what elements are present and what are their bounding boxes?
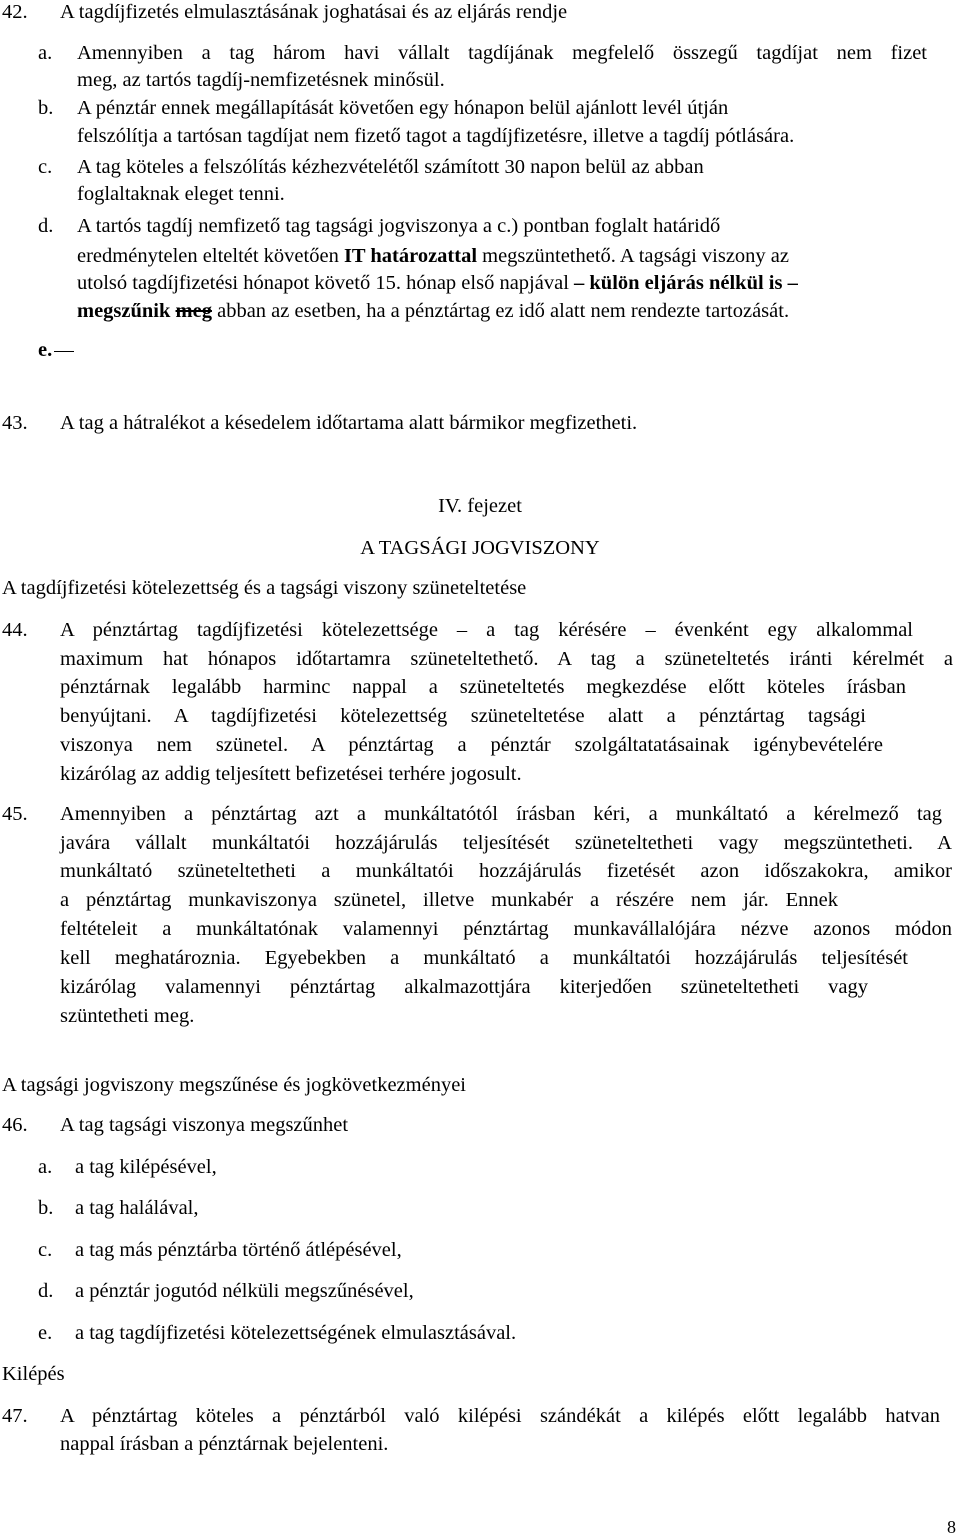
item-b-line2: felszólítja a tartósan tagdíjat nem fizető tagot a tagdíjfizetésre, illetve a tagdíj pótlására. (77, 125, 795, 147)
list-item-marker: d. (38, 1280, 54, 1302)
chapter-number: IV. fejezet (438, 495, 522, 517)
item-e-strike-line (54, 351, 74, 352)
section-45-line: Amennyiben a pénztártag azt a munkáltatótól írásban kéri, a munkáltató a kérelmező tag (60, 803, 942, 825)
section-43-number: 43. (2, 412, 28, 434)
section-44-line: kizárólag az addig teljesített befizetései terhére jogosult. (60, 763, 522, 785)
chapter-title: A TAGSÁGI JOGVISZONY (360, 537, 600, 559)
section-42-title: A tagdíjfizetés elmulasztásának joghatásai és az eljárás rendje (60, 1, 568, 23)
section-43-text: A tag a hátralékot a késedelem időtartama alatt bármikor megfizetheti. (60, 412, 638, 434)
list-item: a tag kilépésével, (75, 1156, 217, 1178)
item-c-line1: A tag köteles a felszólítás kézhezvételétől számított 30 napon belül az abban (77, 156, 704, 178)
section-44-line: viszonya nem szünetel. A pénztártag a pénztár szolgáltatatásainak igénybevételére (60, 734, 883, 756)
subheading-termination: A tagsági jogviszony megszűnése és jogkövetkezményei (2, 1074, 466, 1096)
item-d-line3: utolsó tagdíjfizetési hónapot követő 15. hónap első napjával – külön eljárás nélkül is – (77, 272, 798, 294)
section-44-line: A pénztártag tagdíjfizetési kötelezettsége – a tag kérésére – évenként egy alkalommal (60, 619, 913, 641)
section-45-number: 45. (2, 803, 28, 825)
page-number: 8 (947, 1517, 956, 1537)
section-44-line: pénztárnak legalább harminc nappal a szüneteltetés megkezdése előtt köteles írásban (60, 676, 906, 698)
section-47-number: 47. (2, 1405, 28, 1427)
list-item-marker: a. (38, 1156, 53, 1178)
item-c-marker: c. (38, 156, 53, 178)
item-b-line1: A pénztár ennek megállapítását követően egy hónapon belül ajánlott levél útján (77, 97, 729, 119)
section-44-number: 44. (2, 619, 28, 641)
list-item: a tag tagdíjfizetési kötelezettségének elmulasztásával. (75, 1322, 517, 1344)
item-d-line2: eredménytelen elteltét követően IT határozattal megszüntethető. A tagsági viszony az (77, 245, 790, 267)
list-item: a pénztár jogutód nélküli megszűnésével, (75, 1280, 414, 1302)
section-45-line: szüntetheti meg. (60, 1005, 195, 1027)
item-d-line4: megszűnik meg abban az esetben, ha a pénztártag ez idő alatt nem rendezte tartozását. (77, 300, 790, 322)
section-45-line: munkáltató szüneteltetheti a munkáltatói hozzájárulás fizetését azon időszakokra, amikor (60, 860, 952, 882)
list-item-marker: c. (38, 1239, 53, 1261)
item-a-line1: Amennyiben a tag három havi vállalt tagdíjának megfelelő összegű tagdíjat nem fizet (77, 42, 927, 64)
section-46-text: A tag tagsági viszonya megszűnhet (60, 1114, 349, 1136)
list-item: a tag halálával, (75, 1197, 199, 1219)
section-45-line: kell meghatároznia. Egyebekben a munkáltató a munkáltatói hozzájárulás teljesítését (60, 947, 908, 969)
item-b-marker: b. (38, 97, 54, 119)
section-46-number: 46. (2, 1114, 28, 1136)
item-c-line2: foglaltaknak eleget tenni. (77, 183, 285, 205)
item-a-line2: meg, az tartós tagdíj-nemfizetésnek minősül. (77, 69, 445, 91)
subheading-exit: Kilépés (2, 1363, 65, 1385)
item-d-marker: d. (38, 215, 54, 237)
section-42-number: 42. (2, 1, 28, 23)
item-e-marker: e. (38, 338, 74, 362)
section-44-line: benyújtani. A tagdíjfizetési kötelezettség szüneteltetése alatt a pénztártag tagsági (60, 705, 866, 727)
section-45-line: a pénztártag munkaviszonya szünetel, illetve munkabér a részére nem jár. Ennek (60, 889, 838, 911)
item-a-marker: a. (38, 42, 53, 64)
section-47-line2: nappal írásban a pénztárnak bejelenteni. (60, 1433, 389, 1455)
list-item-marker: b. (38, 1197, 54, 1219)
item-d-line1: A tartós tagdíj nemfizető tag tagsági jogviszonya a c.) pontban foglalt határidő (77, 215, 721, 237)
list-item: a tag más pénztárba történő átlépésével, (75, 1239, 402, 1261)
subheading-suspension: A tagdíjfizetési kötelezettség és a tagsági viszony szüneteltetése (2, 577, 527, 599)
section-44-line: maximum hat hónapos időtartamra szüneteltethető. A tag a szüneteltetés iránti kérelmét a (60, 648, 953, 670)
section-47-line1: A pénztártag köteles a pénztárból való kilépési szándékát a kilépés előtt legalább hatvan (60, 1405, 940, 1427)
section-45-line: kizárólag valamennyi pénztártag alkalmazottjára kiterjedően szüneteltetheti vagy (60, 976, 868, 998)
section-45-line: javára vállalt munkáltatói hozzájárulás teljesítését szüneteltetheti vagy megszüntetheti. A (60, 832, 952, 854)
section-45-line: feltételeit a munkáltatónak valamennyi pénztártag munkavállalójára nézve azonos módon (60, 918, 952, 940)
list-item-marker: e. (38, 1322, 53, 1344)
